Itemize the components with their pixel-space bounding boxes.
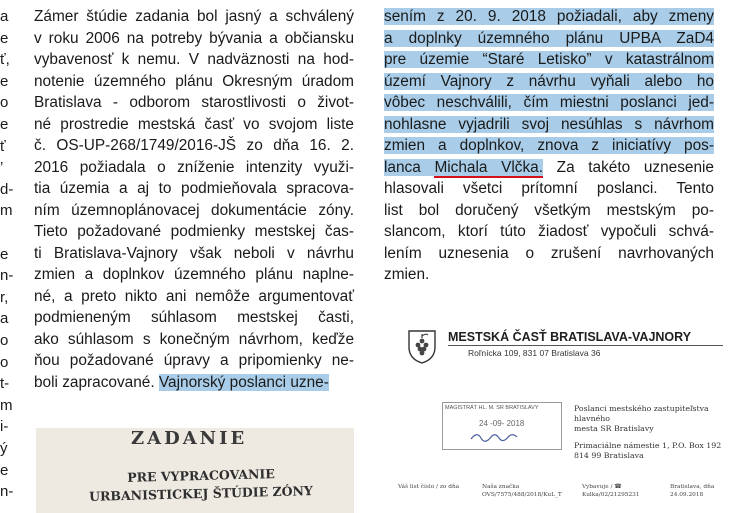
text-line: č. OS-UP-268/1749/2016-JŠ zo dňa 16. 2. — [34, 137, 354, 154]
zadanie-line-1: PRE VYPRACOVANIE — [127, 466, 275, 485]
clipped-text-fragment: ’ — [0, 159, 4, 177]
clipped-text-fragment: e — [0, 116, 9, 133]
recipient-address-line: 814 99 Bratislava — [574, 451, 644, 461]
highlighted-text: území Vajnory z návrhu vyňali alebo ho — [384, 72, 714, 90]
highlighted-text: vôbec neschválili, čím miestni poslanci jed- — [384, 94, 714, 111]
text-line — [384, 114, 714, 136]
recipient-line: mesta SR Bratislavy — [574, 423, 654, 433]
article-column-right — [384, 6, 714, 286]
text-line — [384, 49, 714, 71]
footer-date — [670, 484, 714, 499]
text-line — [384, 28, 714, 50]
clipped-text-fragment: o — [0, 94, 9, 112]
text-line: ňou požadované úpravy a pripomienky ne- — [34, 352, 354, 369]
text-line: zmien. — [384, 266, 430, 283]
text-line: zmien a doplnkov územného plánu naplne- — [34, 266, 354, 283]
text-line: Tieto požadované podmienky mestskej čas- — [34, 223, 354, 240]
text-line: tia územia a aj to podmieňovala spracova- — [34, 180, 354, 197]
recipient-address-line: Primaciálne námestie 1, P.O. Box 192 — [574, 441, 722, 451]
highlighted-text: a doplnky územného plánu UPBA ZaD4 — [384, 29, 714, 47]
footer-our-ref — [482, 484, 562, 499]
text-line: Bratislava - odborom starostlivosti o život- — [34, 94, 354, 111]
official-letter-photo — [384, 318, 730, 513]
text-fragment: boli zapracované. — [34, 373, 159, 391]
zadanie-line-2: URBANISTICKEJ ŠTÚDIE ZÓNY — [88, 483, 314, 504]
adjacent-column-clipped — [0, 0, 14, 513]
clipped-text-fragment: e — [0, 461, 9, 479]
text-line: slancom, ktorí túto žiadosť vypočuli schvá- — [384, 223, 714, 240]
text-fragment: Za takéto uznesenie — [543, 158, 714, 176]
clipped-text-fragment: m — [0, 202, 13, 220]
recipient-line: Poslanci mestského zastupiteľstva hlavného — [574, 404, 709, 423]
footer-label: Naša značka — [482, 484, 520, 490]
zadanie-title: ZADANIE — [131, 428, 248, 449]
footer-your-ref — [398, 484, 459, 492]
letterhead-address: Roľnícka 109, 831 07 Bratislava 36 — [468, 348, 601, 358]
clipped-text-fragment: t- — [0, 375, 10, 393]
text-line: v roku 2006 na potreby bývania a občiansku — [34, 29, 354, 47]
footer-label: Váš list číslo / zo dňa — [398, 484, 460, 490]
clipped-text-fragment: d- — [0, 180, 14, 198]
clipped-text-fragment: o — [0, 332, 9, 349]
text-line — [384, 135, 714, 157]
text-line — [34, 372, 354, 394]
highlighted-text: zmien a doplnkov, znova z iniciatívy pos- — [384, 137, 714, 154]
stamp-date: 24 -09- 2018 — [479, 419, 525, 428]
highlighted-text: lanca — [384, 158, 435, 176]
highlighted-text: nohlasne vyjadrili svoj nesúhlas s návrhom — [384, 115, 714, 133]
clipped-text-fragment: r, — [0, 288, 9, 306]
clipped-text-fragment: e — [0, 29, 9, 47]
text-line: ako súhlasom s konečným návrhom, keďže — [34, 330, 354, 348]
text-line: né, a preto nikto ani nemôže argumentovať — [34, 287, 354, 305]
letterhead-rule — [448, 345, 723, 346]
text-line: ti Bratislava-Vajnory však neboli v návrhu — [34, 244, 354, 262]
text-line: né prostredie mestská časť vo svojom liste — [34, 115, 354, 133]
text-line — [384, 92, 714, 114]
text-line: notenie územného plánu Okresným úradom — [34, 72, 354, 90]
text-line: vybavenosť k nemu. V nadväznosti na hod- — [34, 51, 354, 68]
clipped-text-fragment: ť — [0, 137, 6, 155]
text-line: 2016 požiadala o zníženie intenzity využi- — [34, 158, 354, 176]
clipped-text-fragment: ý — [0, 440, 8, 457]
footer-value: 24.09.2018 — [670, 491, 704, 498]
letterhead-name: MESTSKÁ ČASŤ BRATISLAVA-VAJNORY — [448, 330, 692, 344]
footer-value: OVS/7575/488/2018/KuL_T — [482, 491, 562, 498]
footer-label: Vybavuje / ☎ — [582, 484, 622, 490]
stamp-header: MAGISTRÁT HL. M. SR BRATISLAVY — [445, 405, 539, 411]
clipped-text-fragment: i- — [0, 418, 9, 436]
highlighted-text: Vajnorský poslanci uzne- — [158, 373, 329, 391]
text-line: ním územnoplánovacej dokumentácie zóny. — [34, 201, 354, 219]
text-line: Zámer štúdie zadania bol jasný a schválený — [34, 8, 354, 25]
highlighted-text: sením z 20. 9. 2018 požiadali, aby zmeny — [384, 8, 714, 25]
clipped-text-fragment: n- — [0, 267, 14, 285]
text-line: hlasovali všetci prítomní poslanci. Tento — [384, 180, 714, 197]
recipient-block — [574, 404, 724, 461]
clipped-text-fragment: n- — [0, 483, 14, 501]
coat-of-arms-icon — [407, 329, 437, 364]
text-line: lením uznesenia o zrušení navrhovaných — [384, 244, 714, 262]
clipped-text-fragment: ť, — [0, 51, 10, 69]
clipped-text-fragment: e — [0, 245, 9, 263]
text-line: podmieneným súhlasom mestskej časti, — [34, 309, 354, 326]
registry-stamp — [442, 402, 562, 450]
text-line — [384, 157, 714, 179]
footer-handled-by — [582, 484, 640, 499]
clipped-text-fragment: e — [0, 72, 9, 90]
clipped-text-fragment: o — [0, 353, 9, 371]
article-column-left — [34, 6, 354, 393]
text-line — [384, 6, 714, 28]
highlighted-text: pre územie “Staré Letisko” v katastrálnom — [384, 51, 714, 68]
text-line: list bol doručený všetkým mestským po- — [384, 201, 714, 219]
footer-value: Kulka/02/21295231 — [582, 491, 640, 498]
clipped-text-fragment: m — [0, 396, 13, 414]
footer-label: Bratislava, dňa — [670, 484, 715, 490]
signature-icon — [469, 429, 519, 443]
clipped-text-fragment: a — [0, 8, 9, 25]
text-line — [384, 71, 714, 93]
clipped-text-fragment: a — [0, 310, 9, 328]
underlined-name: Michala Vlčka. — [434, 158, 544, 176]
zadanie-document-photo — [36, 428, 354, 513]
